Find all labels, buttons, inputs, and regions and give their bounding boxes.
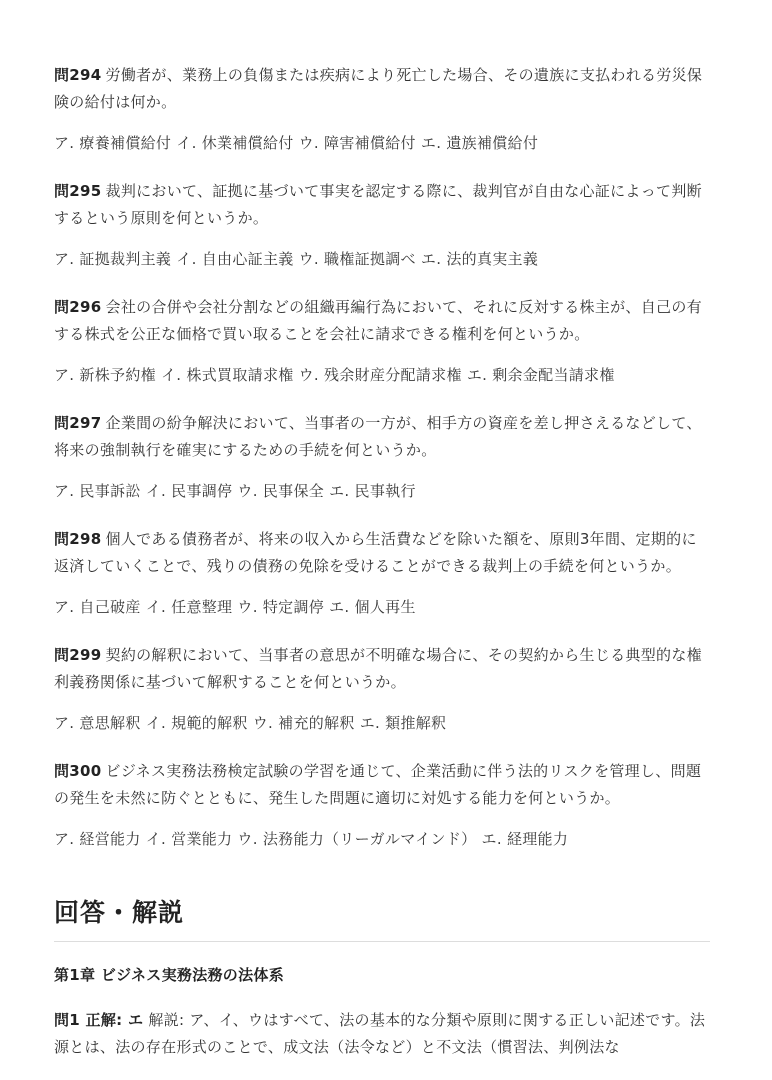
chapter-heading: 第1章 ビジネス実務法務の法体系 — [54, 966, 285, 984]
question-number: 問295 — [54, 182, 102, 200]
answer-options: ア. 新株予約権 イ. 株式買取請求権 ウ. 残余財産分配請求権 エ. 剰余金配当請求権 — [54, 366, 615, 384]
question-number: 問296 — [54, 298, 102, 316]
question-text — [54, 178, 710, 232]
question-body: 契約の解釈において、当事者の意思が不明確な場合に、その契約から生じる典型的な権利義務関係に基づいて解釈することを何というか。 — [54, 646, 702, 691]
question-body: 会社の合併や会社分割などの組織再編行為において、それに反対する株主が、自己の有する株式を公正な価格で買い取ることを会社に請求できる権利を何というか。 — [54, 298, 702, 343]
question-block-297 — [54, 410, 710, 505]
answer-options: ア. 証拠裁判主義 イ. 自由心証主義 ウ. 職権証拠調べ エ. 法的真実主義 — [54, 250, 539, 268]
question-body: 裁判において、証拠に基づいて事実を認定する際に、裁判官が自由な心証によって判断するという原則を何というか。 — [54, 182, 702, 227]
question-number: 問299 — [54, 646, 102, 664]
question-text — [54, 526, 710, 580]
answers-section-heading: 回答・解説 — [54, 893, 710, 942]
question-body: 個人である債務者が、将来の収入から生活費などを除いた額を、原則3年間、定期的に返済していくことで、残りの債務の免除を受けることができる裁判上の手続を何というか。 — [54, 530, 697, 575]
question-block-299 — [54, 642, 710, 737]
question-number: 問300 — [54, 762, 102, 780]
question-text — [54, 642, 710, 696]
question-text — [54, 294, 710, 348]
question-block-294 — [54, 62, 710, 157]
question-number: 問297 — [54, 414, 102, 432]
question-number: 問298 — [54, 530, 102, 548]
answer-options: ア. 民事訴訟 イ. 民事調停 ウ. 民事保全 エ. 民事執行 — [54, 482, 416, 500]
question-body: ビジネス実務法務検定試験の学習を通じて、企業活動に伴う法的リスクを管理し、問題の発生を未然に防ぐとともに、発生した問題に適切に対処する能力を何というか。 — [54, 762, 702, 807]
answer-options: ア. 経営能力 イ. 営業能力 ウ. 法務能力（リーガルマインド） エ. 経理能力 — [54, 830, 569, 848]
answer-text: 解説: ア、イ、ウはすべて、法の基本的な分類や原則に関する正しい記述です。法源とは、法の存在形式のことで、成文法（法令など）と不文法（慣習法、判例法な — [54, 1011, 706, 1056]
answer-options: ア. 療養補償給付 イ. 休業補償給付 ウ. 障害補償給付 エ. 遺族補償給付 — [54, 134, 539, 152]
question-block-295 — [54, 178, 710, 273]
question-text — [54, 62, 710, 116]
question-number: 問294 — [54, 66, 102, 84]
question-body: 企業間の紛争解決において、当事者の一方が、相手方の資産を差し押さえるなどして、将来の強制執行を確実にするための手続を何というか。 — [54, 414, 702, 459]
answer-explanation — [54, 1007, 710, 1061]
question-text — [54, 410, 710, 464]
question-block-298 — [54, 526, 710, 621]
answer-options: ア. 意思解釈 イ. 規範的解釈 ウ. 補充的解釈 エ. 類推解釈 — [54, 714, 447, 732]
question-text — [54, 758, 710, 812]
question-block-300 — [54, 758, 710, 853]
question-block-296 — [54, 294, 710, 389]
answer-options: ア. 自己破産 イ. 任意整理 ウ. 特定調停 エ. 個人再生 — [54, 598, 416, 616]
question-body: 労働者が、業務上の負傷または疾病により死亡した場合、その遺族に支払われる労災保険の給付は何か。 — [54, 66, 703, 111]
answer-label: 問1 正解: エ — [54, 1011, 144, 1029]
